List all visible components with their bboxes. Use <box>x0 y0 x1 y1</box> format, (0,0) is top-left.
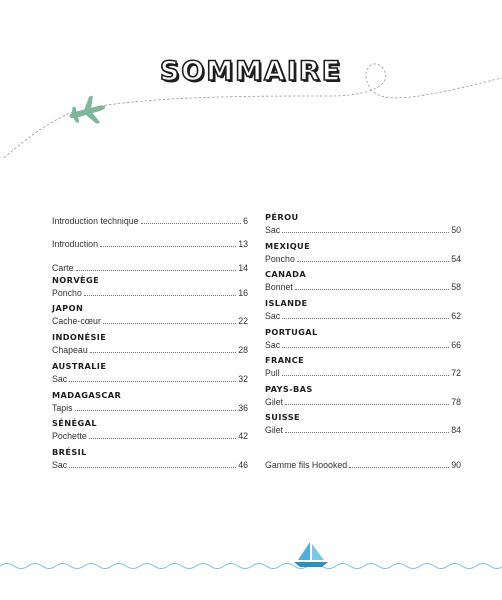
plane-icon <box>66 93 109 130</box>
dot-leader <box>282 367 450 376</box>
toc-entry-label: Sac <box>52 374 68 384</box>
toc-entry[interactable] <box>52 459 248 471</box>
toc-page-number: 28 <box>238 345 248 355</box>
toc-country-heading: ISLANDE <box>265 298 308 308</box>
toc-page-number: 16 <box>238 288 248 298</box>
dot-leader <box>75 402 237 411</box>
toc-country-heading: BRÉSIL <box>52 447 87 457</box>
toc-entry[interactable] <box>52 262 248 274</box>
dot-leader <box>103 315 236 324</box>
toc-page-number: 66 <box>451 340 461 350</box>
dot-leader <box>297 253 449 262</box>
toc-entry-label: Cache-cœur <box>52 316 101 326</box>
sailboat-icon <box>294 542 328 567</box>
dot-leader <box>282 224 449 233</box>
toc-page-number: 90 <box>451 460 461 470</box>
toc-page-number: 36 <box>238 403 248 413</box>
toc-page-number: 6 <box>243 216 248 226</box>
toc-country-heading: CANADA <box>265 269 307 279</box>
toc-page-number: 62 <box>451 311 461 321</box>
dot-leader <box>69 373 236 382</box>
dot-leader <box>89 430 236 439</box>
toc-entry[interactable] <box>265 224 461 236</box>
toc-entry-label: Poncho <box>52 288 82 298</box>
waves-line <box>0 564 502 569</box>
dot-leader <box>285 396 449 405</box>
toc-page-number: 13 <box>238 239 248 249</box>
toc-entry[interactable] <box>52 215 248 227</box>
toc-entry-label: Sac <box>52 460 68 470</box>
dot-leader <box>69 459 236 468</box>
toc-entry[interactable] <box>265 367 461 379</box>
toc-entry[interactable] <box>265 424 461 436</box>
toc-entry[interactable] <box>265 459 461 471</box>
toc-entry[interactable] <box>265 396 461 408</box>
toc-entry[interactable] <box>265 339 461 351</box>
toc-country-heading: AUSTRALIE <box>52 361 107 371</box>
toc-page-number: 58 <box>451 282 461 292</box>
toc-entry-label: Sac <box>265 225 281 235</box>
toc-entry-label: Gilet <box>265 397 284 407</box>
toc-entry-label: Introduction <box>52 239 98 249</box>
dot-leader <box>84 287 236 296</box>
toc-page-number: 42 <box>238 431 248 441</box>
toc-page-number: 14 <box>238 263 248 273</box>
toc-entry-label: Chapeau <box>52 345 88 355</box>
toc-page-number: 54 <box>451 254 461 264</box>
dot-leader <box>100 238 236 247</box>
toc-country-heading: PORTUGAL <box>265 327 318 337</box>
toc-country-heading: INDONÉSIE <box>52 332 107 342</box>
toc-country-heading: FRANCE <box>265 355 305 365</box>
toc-entry-label: Tapis <box>52 403 73 413</box>
dot-leader <box>282 310 449 319</box>
toc-country-heading: SÉNÉGAL <box>52 418 98 428</box>
toc-country-heading: PÉROU <box>265 212 299 222</box>
toc-entry[interactable] <box>52 402 248 414</box>
toc-entry[interactable] <box>52 430 248 442</box>
toc-page-number: 72 <box>451 368 461 378</box>
toc-entry[interactable] <box>52 287 248 299</box>
toc-country-heading: JAPON <box>52 303 84 313</box>
toc-entry-label: Pull <box>265 368 280 378</box>
toc-entry[interactable] <box>52 344 248 356</box>
toc-entry[interactable] <box>52 373 248 385</box>
dot-leader <box>295 281 449 290</box>
toc-entry[interactable] <box>265 253 461 265</box>
dot-leader <box>282 339 449 348</box>
toc-entry-label: Gilet <box>265 425 284 435</box>
dot-leader <box>141 215 242 224</box>
toc-entry-label: Pochette <box>52 431 87 441</box>
toc-country-heading: MEXIQUE <box>265 241 311 251</box>
toc-entry-label: Carte <box>52 263 74 273</box>
toc-entry-label: Bonnet <box>265 282 293 292</box>
dot-leader <box>90 344 236 353</box>
toc-country-heading: SUISSE <box>265 412 301 422</box>
toc-entry[interactable] <box>265 310 461 322</box>
toc-page-number: 22 <box>238 316 248 326</box>
toc-entry-label: Sac <box>265 311 281 321</box>
toc-entry[interactable] <box>52 238 248 250</box>
toc-country-heading: MADAGASCAR <box>52 390 122 400</box>
toc-country-heading: PAYS-BAS <box>265 384 313 394</box>
toc-page-number: 84 <box>451 425 461 435</box>
toc-page-number: 46 <box>238 460 248 470</box>
dot-leader <box>285 424 449 433</box>
toc-page-number: 50 <box>451 225 461 235</box>
dot-leader <box>76 262 237 271</box>
toc-page-number: 78 <box>451 397 461 407</box>
toc-entry[interactable] <box>265 281 461 293</box>
toc-entry-label: Sac <box>265 340 281 350</box>
toc-entry[interactable] <box>52 315 248 327</box>
toc-entry-label: Gamme fils Hoooked <box>265 460 348 470</box>
dot-leader <box>349 459 449 468</box>
page-title: SOMMAIRE <box>159 56 343 87</box>
toc-entry-label: Poncho <box>265 254 295 264</box>
toc-page-number: 32 <box>238 374 248 384</box>
toc-entry-label: Introduction technique <box>52 216 139 226</box>
toc-country-heading: NORVÈGE <box>52 275 100 285</box>
